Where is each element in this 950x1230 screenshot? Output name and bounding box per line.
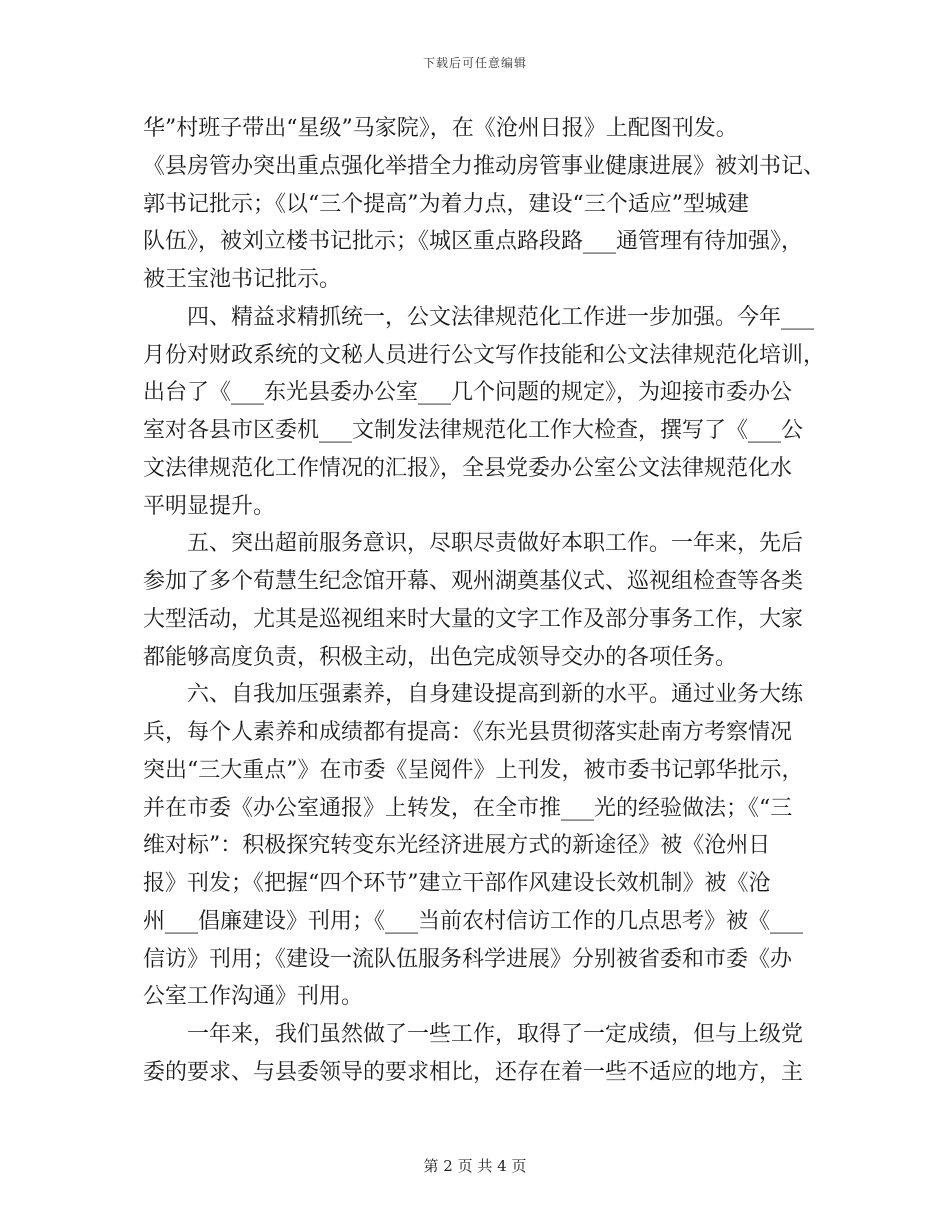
text-line: 州___倡廉建设》刊用；《___当前农村信访工作的几点思考》被《___ [143,908,804,934]
page-number-footer: 第 2 页 共 4 页 [423,1157,527,1175]
text-line: 室对各县市区委机___文制发法律规范化工作大检查，撰写了《___公 [143,418,804,443]
text-line: 公室工作沟通》刊用。 [143,984,364,1010]
text-line: 平明显提升。 [143,493,276,519]
paragraph-start-line: 五、突出超前服务意识，尽职尽责做好本职工作。一年来，先后 [187,531,804,557]
text-line: 《县房管办突出重点强化举措全力推动房管事业健康进展》被刘书记、 [143,153,826,179]
document-body [143,110,826,1092]
text-line: 报》刊发；《把握“四个环节”建立干部作风建设长效机制》被《沧 [143,871,771,896]
text-line: 兵，每个人素养和成绩都有提高：《东光县贯彻落实赴南方考察情况 [143,720,793,745]
text-line: 文法律规范化工作情况的汇报》，全县党委办公室公文法律规范化水 [143,455,793,481]
text-line: 突出“三大重点”》在市委《呈阅件》上刊发，被市委书记郭华批示， [143,757,804,783]
text-line: 信访》刊用；《建设一流队伍服务科学进展》分别被省委和市委《办 [143,946,793,972]
text-line: 出台了《___东光县委办公室___几个问题的规定》，为迎接市委办公 [143,380,793,406]
paragraph-start-line: 一年来，我们虽然做了一些工作，取得了一定成绩，但与上级党 [187,1022,804,1047]
page-header: 下载后可任意编辑 [422,56,527,70]
text-line: 维对标”：积极探究转变东光经济进展方式的新途径》被《沧州日 [143,833,771,859]
text-line: 郭书记批示；《以“三个提高”为着力点，建设“三个适应”型城建 [143,191,749,217]
paragraph-start-line: 四、精益求精抓统一，公文法律规范化工作进一步加强。今年___ [187,304,815,330]
text-line: 大型活动，尤其是巡视组来时大量的文字工作及部分事务工作，大家 [143,606,804,632]
text-line: 都能够高度负责，积极主动，出色完成领导交办的各项任务。 [143,644,738,670]
paragraph-start-line: 六、自我加压强素养，自身建设提高到新的水平。通过业务大练 [187,682,804,708]
text-line: 队伍》，被刘立楼书记批示；《城区重点路段路___通管理有待加强》， [143,229,804,255]
text-line: 华”村班子带出“星级”马家院》，在《沧州日报》上配图刊发。 [143,116,738,141]
text-line: 并在市委《办公室通报》上转发，在全市推___光的经验做法；《“三 [143,795,793,821]
text-line: 委的要求、与县委领导的要求相比，还存在着一些不适应的地方，主 [143,1059,804,1085]
text-line: 参加了多个荀慧生纪念馆开幕、观州湖奠基仪式、巡视组检查等各类 [143,569,804,594]
text-line: 月份对财政系统的文秘人员进行公文写作技能和公文法律规范化培训， [143,342,826,368]
text-line: 被王宝池书记批示。 [143,267,342,292]
